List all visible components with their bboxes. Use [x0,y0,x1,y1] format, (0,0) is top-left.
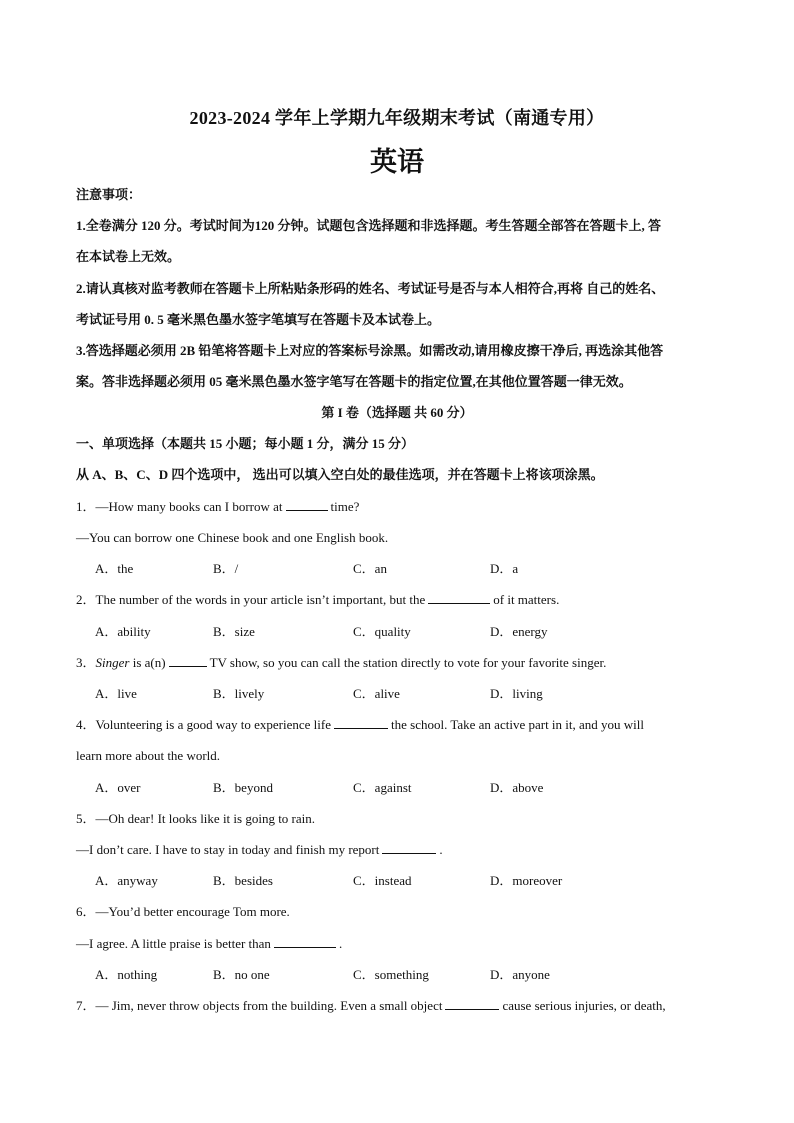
notice-item-3-line-1: 3.答选择题必须用 2B 铅笔将答题卡上对应的答案标号涂黑。如需改动,请用橡皮擦干净后, 再选涂其他答 [76,343,664,358]
question-3-option-d: D．living [490,686,543,701]
question-4-option-b: B．beyond [213,780,273,795]
question-4-line-1 [76,716,724,734]
question-5-option-a: A．anyway [95,873,158,888]
notice-item-3-line-2: 案。答非选择题必须用 05 毫米黑色墨水签字笔写在答题卡的指定位置,在其他位置答题一律无效。 [76,374,632,389]
question-3-line-1 [76,654,724,672]
question-5-line-1: 5．—Oh dear! It looks like it is going to rain. [76,811,316,826]
answer-blank [428,591,490,604]
question-6-line-2 [76,935,724,953]
question-1-option-d: D．a [490,561,519,576]
question-7-text-b: cause serious injuries, or death, [502,998,666,1013]
question-2-option-b: B．size [213,624,255,639]
question-5-text-b: . [439,842,443,857]
question-1-text-a: 1．—How many books can I borrow at [76,499,283,514]
question-1-line-1 [76,498,724,516]
question-1-text-b: time? [330,499,360,514]
question-6-text-a: —I agree. A little praise is better than [76,936,271,951]
question-4-option-a: A．over [95,780,141,795]
question-6-option-d: D．anyone [490,967,550,982]
exam-subject: 英语 [370,147,424,178]
question-2-option-c: C．quality [353,624,411,639]
question-1-option-a: A．the [95,561,134,576]
question-2-option-d: D．energy [490,624,548,639]
question-6-text-b: . [338,936,343,951]
answer-blank [382,841,436,854]
notice-item-1-line-1: 1.全卷满分 120 分。考试时间为120 分钟。试题包含选择题和非选择题。考生答题全部答在答题卡上, 答 [76,218,662,233]
question-4-line-2: learn more about the world. [76,748,221,763]
question-6-option-c: C．something [353,967,429,982]
answer-blank [445,997,499,1010]
question-2-option-a: A．ability [95,624,151,639]
question-3-text-a: is a(n) [129,655,166,670]
question-5-option-d: D．moreover [490,873,563,888]
notice-item-1-line-2: 在本试卷上无效。 [76,249,181,264]
section-1-heading: 一、单项选择（本题共 15 小题；每小题 1 分，满分 15 分） [76,436,415,451]
notice-item-2-line-2: 考试证号用 0. 5 毫米黑色墨水签字笔填写在答题卡及本试卷上。 [76,312,441,327]
question-7-line-1 [76,997,724,1015]
exam-title: 2023-2024 学年上学期九年级期末考试（南通专用） [189,108,605,128]
answer-blank [334,716,388,729]
answer-blank [169,654,207,667]
answer-blank [274,935,336,948]
question-6-line-1: 6．—You’d better encourage Tom more. [76,904,290,919]
question-5-line-2 [76,841,724,859]
question-2-text-a: 2．The number of the words in your article isn’t important, but the [76,592,426,607]
question-3-option-a: A．live [95,686,137,701]
notice-heading: 注意事项： [76,187,142,202]
question-6-option-a: A．nothing [95,967,158,982]
question-5-option-b: B．besides [213,873,273,888]
part-1-heading: 第 I 卷（选择题 共 60 分） [321,405,473,420]
question-6-option-b: B．no one [213,967,270,982]
section-1-instruction: 从 A、B、C、D 四个选项中， 选出可以填入空白处的最佳选项，并在答题卡上将该项涂黑。 [76,467,604,482]
question-2-line-1 [76,591,724,609]
question-1-option-b: B．/ [213,561,239,576]
question-3-text-b: TV show, so you can call the station directly to vote for your favorite singer. [209,655,607,670]
question-1-option-c: C．an [353,561,387,576]
question-3-option-c: C．alive [353,686,400,701]
question-5-text-a: —I don’t care. I have to stay in today and finish my report [76,842,380,857]
question-7-text-a: 7．— Jim, never throw objects from the building. Even a small object [76,998,443,1013]
question-2-text-b: of it matters. [493,592,560,607]
question-4-option-c: C．against [353,780,412,795]
question-5-option-c: C．instead [353,873,412,888]
question-4-option-d: D．above [490,780,544,795]
question-4-text-a: 4．Volunteering is a good way to experience life [76,717,331,732]
answer-blank [286,498,328,511]
question-3-number: 3． [76,655,96,670]
question-3-italic-title: Singer [95,655,130,670]
question-3-option-b: B．lively [213,686,265,701]
notice-item-2-line-1: 2.请认真核对监考教师在答题卡上所粘贴条形码的姓名、考试证号是否与本人相符合,再将 自己的姓名、 [76,281,665,296]
question-1-line-2: —You can borrow one Chinese book and one English book. [76,530,389,545]
question-4-text-b: the school. Take an active part in it, and you will [391,717,645,732]
